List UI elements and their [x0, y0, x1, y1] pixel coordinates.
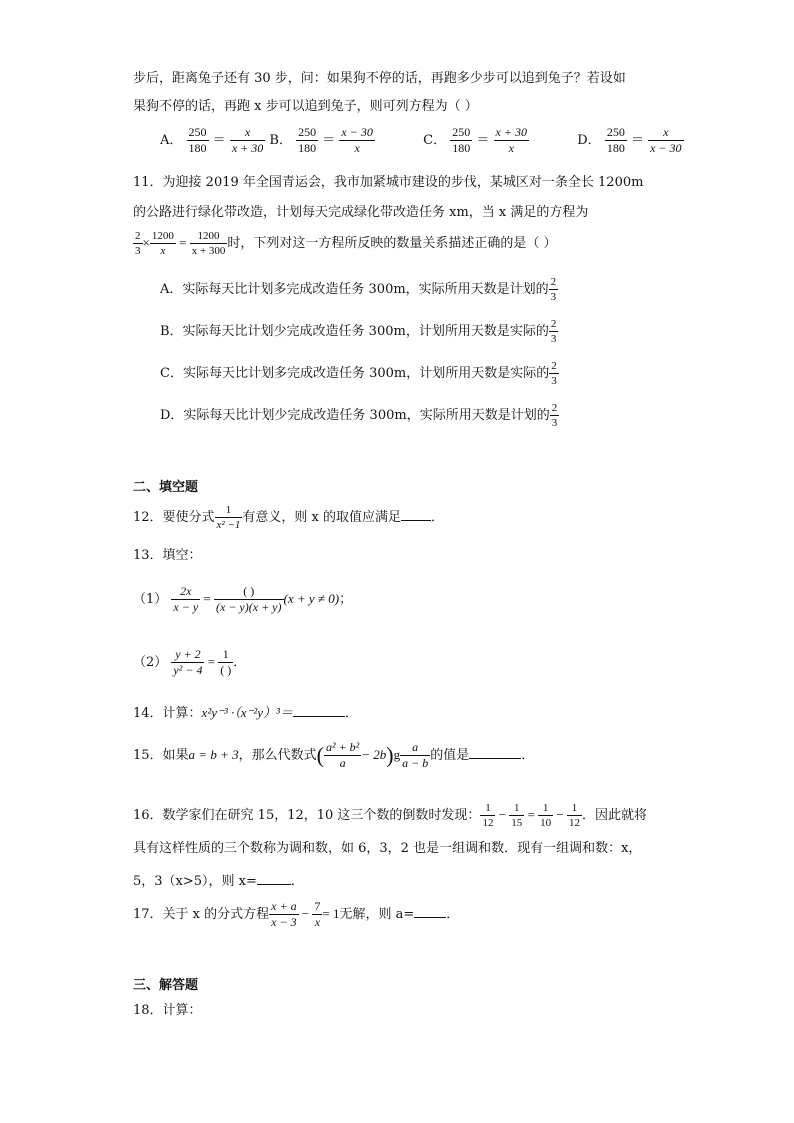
- q10-option-c[interactable]: C． $\frac{250}{180}$ ＝ $\frac{x + 30}{x}$: [423, 125, 527, 156]
- q10-line2: 果狗不停的话，再跑 x 步可以追到兔子，则可列方程为（ ）: [133, 99, 478, 114]
- section-solution-title: 三、解答题: [133, 978, 199, 993]
- q15-answer-blank[interactable]: [469, 746, 521, 759]
- q11-line2: 的公路进行绿化带改造，计划每天完成绿化带改造任务 xm，当 x 满足的方程为: [133, 205, 589, 220]
- q11-equation-line: $\frac{2}{3}$ × $\frac{1200}{x}$ = $\frac{1200}{x + 300}$ 时，下列对这一方程所反映的数量关系描述正确的是（ ）: [135, 230, 557, 258]
- q11-option-a[interactable]: A．实际每天比计划多完成改造任务 300m，实际所用天数是计划的 $\frac{2}{3}$: [160, 276, 557, 304]
- q10-option-b[interactable]: B． $\frac{250}{180}$ ＝ $\frac{x - 30}{x}$: [269, 125, 373, 156]
- q11-option-b[interactable]: B．实际每天比计划少完成改造任务 300m，计划所用天数是实际的 $\frac{2}{3}$: [160, 318, 557, 346]
- q11-line1: 11．为迎接 2019 年全国青运会，我市加紧城市建设的步伐，某城区对一条全长 1200m: [133, 175, 644, 190]
- q16-line2: 具有这样性质的三个数称为调和数，如 6，3，2 也是一组调和数．现有一组调和数：x，: [133, 841, 642, 856]
- q13-title: 13．填空：: [133, 548, 202, 563]
- q16-line1: 16．数学家们在研究 15，12，10 这三个数的倒数时发现： $\frac{1}{12}$ − $\frac{1}{15}$ = $\frac{1}{10}$ − $\frac{1}{12}$ ．因此就将: [133, 802, 647, 830]
- q12-answer-blank[interactable]: [401, 508, 431, 521]
- q15: 15．如果a = b + 3，那么代数式( $\frac{\text{a² + b²}}{a}$ − 2b)g $\frac{a}{a - b}$ 的值是 ．: [133, 740, 535, 771]
- q13-part1-blank[interactable]: ( ): [214, 585, 283, 600]
- q13-part1: （1） $\frac{2x}{x - y}$ = $\frac{( )}{(x - y)(x + y)}$ (x + y ≠ 0)；: [133, 584, 353, 615]
- q11-option-c[interactable]: C．实际每天比计划多完成改造任务 300m，计划所用天数是实际的 $\frac{2}{3}$: [160, 360, 557, 388]
- q17: 17．关于 x 的分式方程 $\frac{x + a}{x - 3}$ − $\frac{7}{x}$ = 1无解，则 a= ．: [133, 899, 460, 930]
- q16-line3: 5，3（x>5），则 x= ．: [133, 874, 304, 889]
- q16-answer-blank[interactable]: [257, 872, 291, 885]
- q13-part2: （2） $\frac{y + 2}{\text{y² − 4}}$ = $\frac{1}{( )}$ ．: [133, 647, 247, 678]
- q10-options: [160, 126, 684, 155]
- q10-option-d[interactable]: D． $\frac{250}{180}$ ＝ $\frac{x}{x - 30}$: [577, 125, 682, 156]
- q10-line1: 步后，距离兔子还有 30 步，问：如果狗不停的话，再跑多少步可以追到兔子？若设如: [133, 71, 626, 86]
- q17-answer-blank[interactable]: [414, 905, 446, 918]
- section-fill-in-blank-title: 二、填空题: [133, 480, 199, 495]
- q13-part2-blank[interactable]: ( ): [220, 663, 232, 678]
- q14-answer-blank[interactable]: [293, 704, 345, 717]
- q12: 12．要使分式 $\frac{1}{\text{x² −1}}$ 有意义，则 x 的取值应满足 ．: [133, 504, 445, 532]
- q14: 14．计算：x²y⁻³ ·（x⁻²y）³＝ ．: [133, 705, 358, 721]
- q18-title: 18．计算：: [133, 1003, 202, 1018]
- q11-option-d[interactable]: D．实际每天比计划少完成改造任务 300m，实际所用天数是计划的 $\frac{2}{3}$: [160, 402, 558, 430]
- q10-option-a[interactable]: A． $\frac{250}{180}$ ＝ $\frac{x}{x + 30}$: [160, 125, 264, 156]
